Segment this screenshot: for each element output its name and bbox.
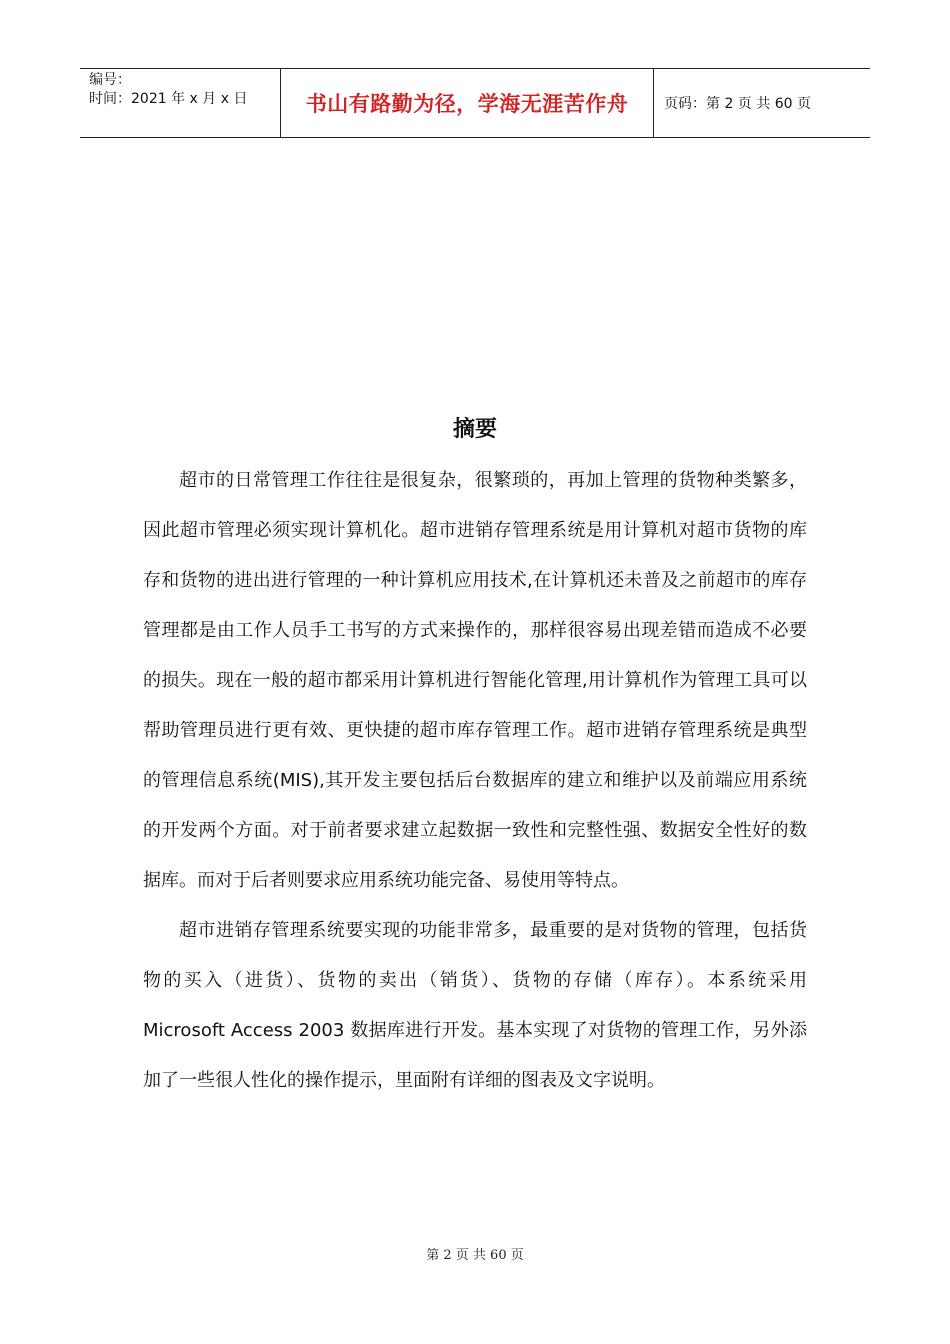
abstract-body	[143, 456, 807, 1106]
header-page-number: 页码：第 2 页 共 60 页	[664, 96, 811, 112]
document-number-label: 编号：	[89, 72, 131, 88]
header-motto-cell	[281, 69, 654, 137]
abstract-paragraph-2: 超市进销存管理系统要实现的功能非常多，最重要的是对货物的管理，包括货物的买入（进货）、货物的卖出（销货）、货物的存储（库存）。本系统采用 Microsoft Access 2003 数据库进行开发。基本实现了对货物的管理工作，另外添加了一些很人性化的操作提示，里面附有详细的图表及文字说明。	[143, 920, 807, 1091]
page-footer: 第 2 页 共 60 页	[426, 1248, 524, 1263]
abstract-title: 摘要	[452, 417, 497, 442]
header-meta	[80, 69, 281, 137]
abstract-paragraph-1: 超市的日常管理工作往往是很复杂，很繁琐的，再加上管理的货物种类繁多，因此超市管理必须实现计算机化。超市进销存管理系统是用计算机对超市货物的库存和货物的进出进行管理的一种计算机应用技术,在计算机还未普及之前超市的库存管理都是由工作人员手工书写的方式来操作的，那样很容易出现差错而造成不必要的损失。现在一般的超市都采用计算机进行智能化管理,用计算机作为管理工具可以帮助管理员进行更有效、更快捷的超市库存管理工作。超市进销存管理系统是典型的管理信息系统(MIS),其开发主要包括后台数据库的建立和维护以及前端应用系统的开发两个方面。对于前者要求建立起数据一致性和完整性强、数据安全性好的数据库。而对于后者则要求应用系统功能完备、易使用等特点。	[143, 470, 807, 891]
document-date-label: 时间：2021 年 x 月 x 日	[89, 91, 248, 107]
header-page-cell	[654, 69, 870, 137]
page-header	[80, 68, 870, 138]
header-motto: 书山有路勤为径，学海无涯苦作舟	[305, 92, 629, 116]
